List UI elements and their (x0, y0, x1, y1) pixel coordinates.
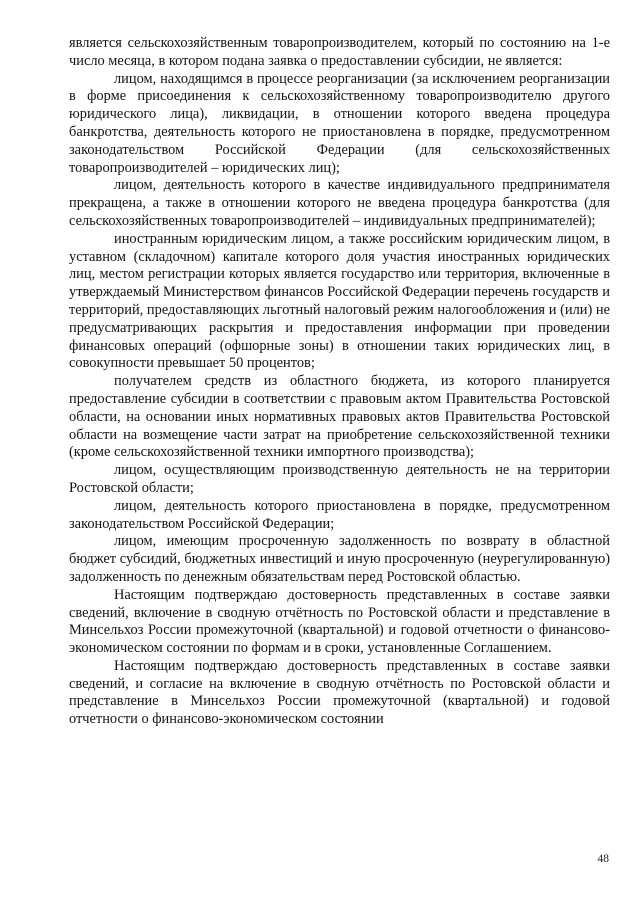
body-text (69, 35, 610, 729)
paragraph-confirmation-1: Настоящим подтверждаю достоверность представленных в составе заявки сведений, включение в сводную отчётность по Ростовской области и представление в Минсельхоз России промежуточной (квартальной) и годовой отчетности о финансово-экономическом состоянии по формам и в сроки, установленные Соглашением. (69, 586, 610, 657)
paragraph-continuation: является сельскохозяйственным товаропроизводителем, который по состоянию на 1-е число месяца, в котором подана заявка о предоставлении субсидии, не является: (69, 35, 610, 69)
paragraph-confirmation-2: Настоящим подтверждаю достоверность представленных в составе заявки сведений, и согласие на включение в сводную отчётность по Ростовской области и представление в Минсельхоз России промежуточной (квартальной) и годовой отчетности о финансово-экономическом состоянии (69, 657, 610, 728)
paragraph-suspended: лицом, деятельность которого приостановлена в порядке, предусмотренном законодательством Российской Федерации; (69, 497, 610, 532)
paragraph-foreign-entity: иностранным юридическим лицом, а также российским юридическим лицом, в уставном (складочном) капитале которого доля участия иностранных юридических лиц, местом регистрации которых является государство или территория, включенные в утверждаемый Министерством финансов Российской Федерации перечень государств и территорий, предоставляющих льготный налоговый режим налогообложения и (или) не предусматривающих раскрытия и предоставления информации при проведении финансовых операций (офшорные зоны) в отношении таких юридических лиц, в совокупности превышает 50 процентов; (69, 230, 610, 372)
paragraph-territory: лицом, осуществляющим производственную деятельность не на территории Ростовской области; (69, 462, 610, 496)
paragraph-debt: лицом, имеющим просроченную задолженность по возврату в областной бюджет субсидий, бюджетных инвестиций и иную просроченную (неурегулированную) задолженность по денежным обязательствам перед Ростовской областью. (69, 533, 610, 585)
paragraph-budget-recipient: получателем средств из областного бюджета, из которого планируется предоставление субсидии в соответствии с правовым актом Правительства Ростовской области, на основании иных нормативных правовых актов Правительства Ростовской области на возмещение части затрат на приобретение сельскохозяйственной техники (кроме сельскохозяйственной техники импортного производства); (69, 373, 610, 461)
paragraph-entrepreneur: лицом, деятельность которого в качестве индивидуального предпринимателя прекращена, а также в отношении которого не введена процедура банкротства (для сельскохозяйственных товаропроизводителей – индивидуальных предпринимателей); (69, 177, 610, 229)
paragraph-reorganization: лицом, находящимся в процессе реорганизации (за исключением реорганизации в форме присоединения к сельскохозяйственному товаропроизводителю другого юридического лица), ликвидации, в отношении которого введена процедура банкротства, деятельность которого не приостановлена в порядке, предусмотренном законодательством Российской Федерации (для сельскохозяйственных товаропроизводителей – юридических лиц); (69, 70, 610, 176)
page-number: 48 (597, 853, 609, 865)
